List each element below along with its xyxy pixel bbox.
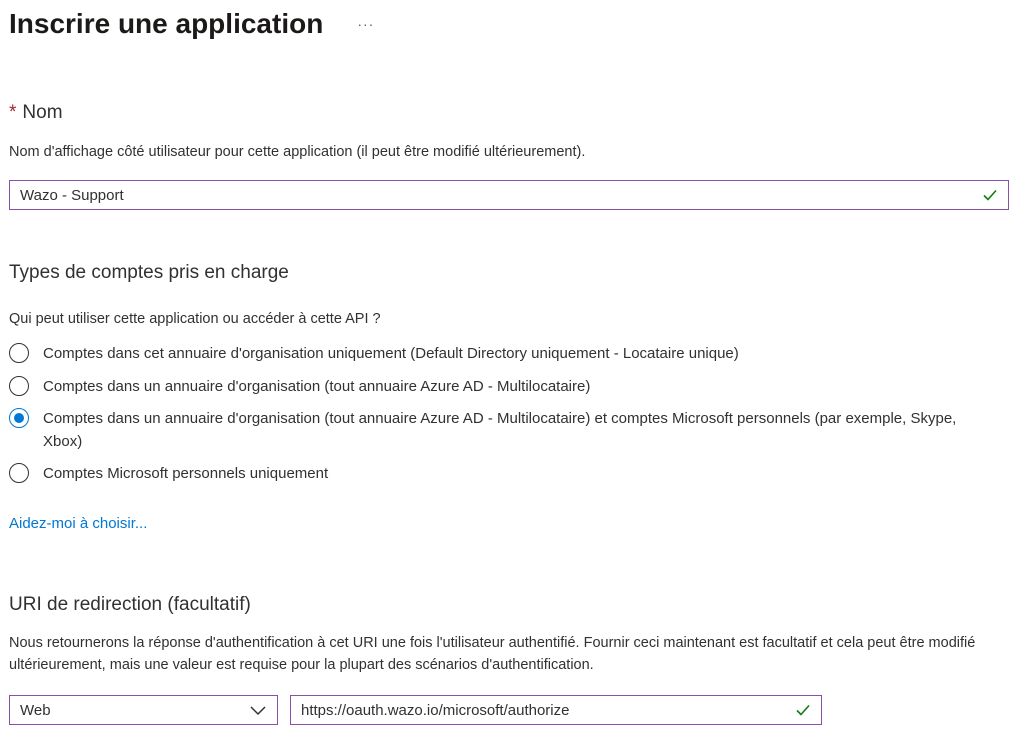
redirect-uri-value: https://oauth.wazo.io/microsoft/authorize	[301, 701, 570, 719]
page-title: Inscrire une application	[9, 8, 324, 39]
account-types-title: Types de comptes pris en charge	[9, 262, 289, 283]
chevron-down-icon	[249, 704, 267, 716]
name-input[interactable]	[9, 180, 1009, 210]
checkmark-icon	[795, 702, 811, 718]
redirect-uri-title: URI de redirection (facultatif)	[9, 594, 251, 615]
radio-label: Comptes dans cet annuaire d'organisation uniquement (Default Directory uniquement - Locataire unique)	[43, 345, 739, 362]
platform-select[interactable]	[9, 695, 278, 725]
account-option-multi-tenant-personal[interactable]	[9, 407, 998, 453]
radio-button[interactable]	[9, 463, 29, 483]
name-description: Nom d'affichage côté utilisateur pour cette application (il peut être modifié ultérieurement).	[9, 144, 586, 160]
platform-select-value: Web	[20, 701, 51, 719]
radio-button[interactable]	[9, 376, 29, 396]
account-option-multi-tenant[interactable]	[9, 375, 998, 398]
redirect-uri-description: Nous retournerons la réponse d'authentification à cet URI une fois l'utilisateur authentifié. Fournir ceci maintenant est facultatif et cela peut être modifié ultérieurement, mais une valeur est requise pour la plupart des scénarios d'authentification.	[9, 635, 976, 673]
radio-label: Comptes Microsoft personnels uniquement	[43, 465, 329, 482]
help-me-choose-link[interactable]: Aidez-moi à choisir...	[9, 515, 148, 532]
name-section-title	[9, 102, 63, 124]
redirect-uri-input[interactable]	[290, 695, 822, 725]
account-option-personal-only[interactable]	[9, 462, 998, 485]
more-options-button[interactable]: ···	[353, 4, 378, 44]
required-marker: *	[9, 102, 17, 123]
radio-button[interactable]	[9, 343, 29, 363]
account-option-single-tenant[interactable]	[9, 342, 998, 365]
page-header	[9, 4, 378, 44]
name-label: Nom	[22, 102, 63, 123]
checkmark-icon	[982, 187, 998, 203]
radio-label: Comptes dans un annuaire d'organisation (tout annuaire Azure AD - Multilocataire) et comptes Microsoft personnels (par exemple, Skype, Xbox)	[43, 410, 957, 450]
radio-label: Comptes dans un annuaire d'organisation (tout annuaire Azure AD - Multilocataire)	[43, 378, 591, 395]
name-input-value: Wazo - Support	[20, 186, 124, 204]
account-types-question: Qui peut utiliser cette application ou accéder à cette API ?	[9, 311, 381, 327]
radio-button-selected[interactable]	[9, 408, 29, 428]
